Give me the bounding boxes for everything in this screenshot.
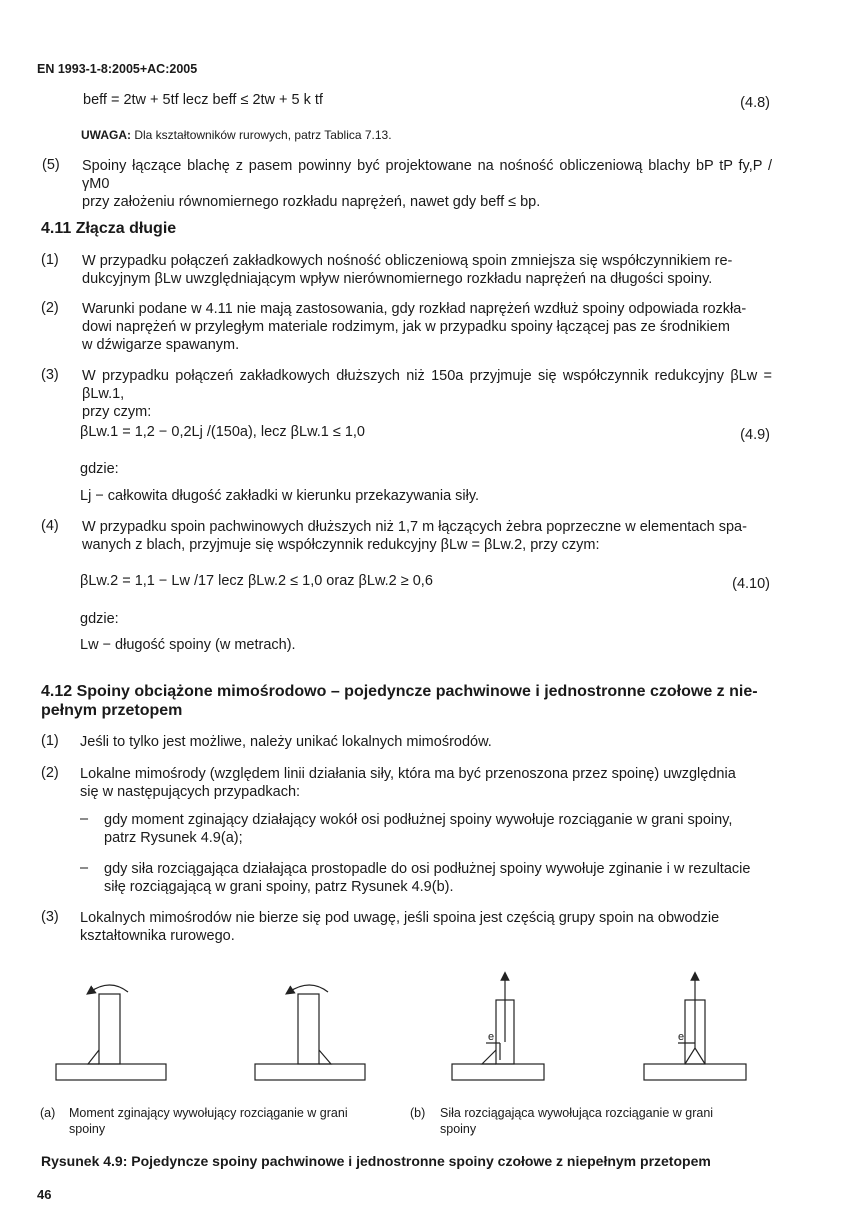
equation-4-9: βLw.1 = 1,2 − 0,2Lj /(150a), lecz βLw.1 ≤ 1,0: [80, 424, 366, 440]
bullet-1-line: patrz Rysunek 4.9(a);: [104, 830, 243, 846]
para-5-line: Spoiny łączące blachę z pasem powinny być projektowane na nośność obliczeniową blachy bP tP fy,P / γM0: [82, 158, 772, 192]
s411-p2-line: dowi naprężeń w przyległym materiale rodzimym, jak w przypadku spoiny łączącej pas ze środnikiem: [82, 319, 730, 335]
section-4-12-title-line: pełnym przetopem: [41, 702, 183, 719]
note-label: UWAGA:: [81, 128, 131, 142]
s412-p2: [80, 765, 770, 801]
s411-p2-line: Warunki podane w 4.11 nie mają zastosowania, gdy rozkład naprężeń wzdłuż spoiny odpowiada rozkła-: [82, 301, 747, 317]
weld-sketch-a1: [56, 985, 166, 1080]
s411-p1-line: W przypadku połączeń zakładkowych nośność obliczeniową spoin zmniejsza się współczynnikiem re-: [82, 253, 733, 269]
equation-4-8: beff = 2tw + 5tf lecz beff ≤ 2tw + 5 k tf: [83, 92, 323, 108]
bullet-dash: –: [80, 860, 89, 876]
definition-lw: Lw − długość spoiny (w metrach).: [80, 637, 296, 653]
equation-4-8-number: (4.8): [740, 95, 770, 111]
bullet-1-line: gdy moment zginający działający wokół osi podłużnej spoiny wywołuje rozciąganie w grani spoiny,: [104, 812, 733, 828]
weld-sketch-b1: [452, 976, 544, 1080]
equation-4-10-number: (4.10): [732, 576, 770, 592]
page-number: 46: [37, 1187, 52, 1202]
note: [81, 128, 392, 142]
section-4-12-title-line: 4.12 Spoiny obciążone mimośrodowo – pojedyncze pachwinowe i jednostronne czołowe z nie-: [41, 683, 758, 700]
weld-sketch-a2: [255, 985, 365, 1080]
s411-p3-line: W przypadku połączeń zakładkowych dłuższych niż 150a przyjmuje się współczynnik redukcyjny βLw = βLw.1,: [82, 368, 772, 402]
s411-p4-number: (4): [41, 518, 59, 534]
eccentricity-label: e: [488, 1031, 495, 1043]
note-text: Dla kształtowników rurowych, patrz Tablica 7.13.: [134, 128, 392, 142]
s412-p1-number: (1): [41, 733, 59, 749]
s411-p2-number: (2): [41, 300, 59, 316]
where-label-2: gdzie:: [80, 611, 119, 627]
bullet-2-line: siłę rozciągającą w grani spoiny, patrz Rysunek 4.9(b).: [104, 879, 454, 895]
section-4-11-title: 4.11 Złącza długie: [41, 220, 177, 237]
bullet-2-line: gdy siła rozciągająca działająca prostopadle do osi podłużnej spoiny wywołuje zginanie i w rezultacie: [104, 861, 751, 877]
equation-4-10: βLw.2 = 1,1 − Lw /17 lecz βLw.2 ≤ 1,0 oraz βLw.2 ≥ 0,6: [80, 573, 433, 589]
para-5-line: przy założeniu równomiernego rozkładu naprężeń, nawet gdy beff ≤ bp.: [82, 194, 541, 210]
document-header: EN 1993-1-8:2005+AC:2005: [37, 62, 198, 76]
s412-p2-line: się w następujących przypadkach:: [80, 784, 301, 800]
s411-p4-line: wanych z blach, przyjmuje się współczynnik redukcyjny βLw = βLw.2, przy czym:: [82, 537, 600, 553]
s412-p3-line: kształtownika rurowego.: [80, 928, 235, 944]
s412-p3: [80, 909, 770, 945]
figure-4-9-drawing: [48, 970, 768, 1090]
equation-4-9-number: (4.9): [740, 427, 770, 443]
s412-p3-line: Lokalnych mimośrodów nie bierze się pod uwagę, jeśli spoina jest częścią grupy spoin na obwodzie: [80, 910, 720, 926]
s411-p2: [82, 300, 772, 354]
s412-p2-number: (2): [41, 765, 59, 781]
s411-p2-line: w dźwigarze spawanym.: [82, 337, 240, 353]
where-label-1: gdzie:: [80, 461, 119, 477]
caption-b-line: spoiny: [440, 1122, 477, 1136]
bullet-2: [104, 860, 770, 896]
s411-p4-line: W przypadku spoin pachwinowych dłuższych niż 1,7 m łączących żebra poprzeczne w elementach spa-: [82, 519, 747, 535]
s411-p1: [82, 252, 772, 288]
weld-sketch-b2: [644, 976, 746, 1080]
para-5-number: (5): [42, 157, 60, 173]
s411-p1-line: dukcyjnym βLw uwzględniającym wpływ nierównomiernego rozkładu naprężeń na długości spoiny.: [82, 271, 713, 287]
s411-p3-line: przy czym:: [82, 404, 152, 420]
s412-p2-line: Lokalne mimośrody (względem linii działania siły, która ma być przenoszona przez spoinę) uwzględnia: [80, 766, 736, 782]
s411-p3: [82, 367, 772, 421]
bullet-1: [104, 811, 770, 847]
bullet-dash: –: [80, 811, 89, 827]
caption-a: [69, 1105, 389, 1137]
s412-p1-line: Jeśli to tylko jest możliwe, należy unikać lokalnych mimośrodów.: [80, 734, 492, 750]
s412-p3-number: (3): [41, 909, 59, 925]
caption-a-label: (a): [40, 1106, 56, 1120]
caption-b: [440, 1105, 760, 1137]
s412-p1: [80, 733, 770, 751]
caption-a-line: Moment zginający wywołujący rozciąganie w grani: [69, 1106, 348, 1120]
caption-b-label: (b): [410, 1106, 426, 1120]
eccentricity-label: e: [678, 1031, 685, 1043]
caption-a-line: spoiny: [69, 1122, 106, 1136]
figure-caption: Rysunek 4.9: Pojedyncze spoiny pachwinowe i jednostronne spoiny czołowe z niepełnym przetopem: [41, 1153, 711, 1169]
caption-b-line: Siła rozciągająca wywołująca rozciąganie w grani: [440, 1106, 714, 1120]
definition-lj: Lj − całkowita długość zakładki w kierunku przekazywania siły.: [80, 488, 480, 504]
para-5: [82, 157, 772, 211]
s411-p4: [82, 518, 772, 554]
s411-p1-number: (1): [41, 252, 59, 268]
s411-p3-number: (3): [41, 367, 59, 383]
section-4-12-title: [41, 682, 781, 720]
